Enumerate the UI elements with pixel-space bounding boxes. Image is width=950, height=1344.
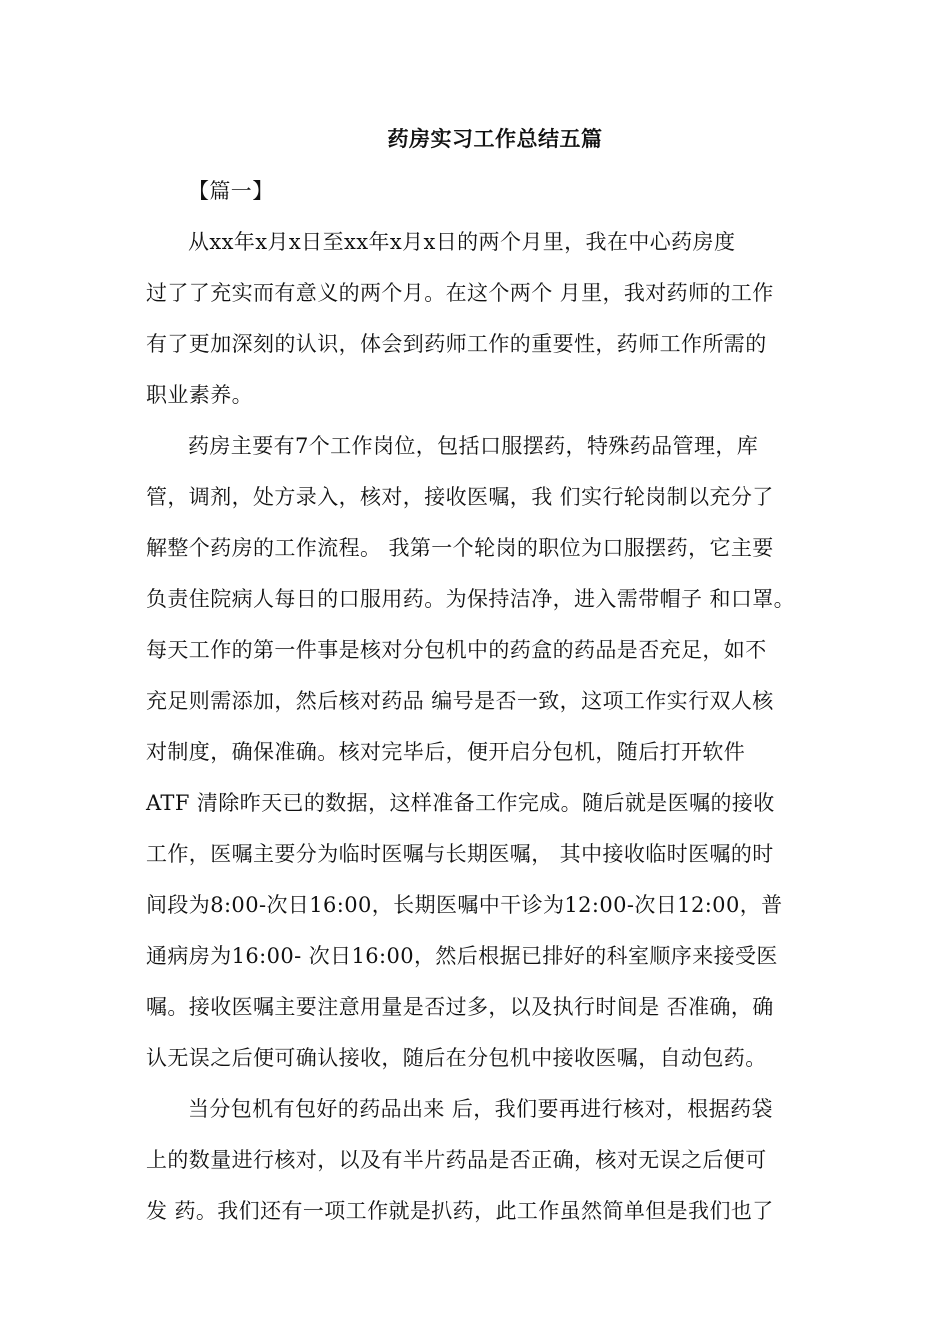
paragraph-line: 解整个药房的工作流程。 我第一个轮岗的职位为口服摆药，它主要 — [146, 536, 774, 560]
paragraph-line: 间段为8:00-次日16:00，长期医嘱中干诊为12:00-次日12:00，普 — [146, 893, 783, 917]
paragraph-line: 药房主要有7个工作岗位，包括口服摆药，特殊药品管理，库 — [188, 434, 759, 458]
paragraph-line: 从xx年x月x日至xx年x月x日的两个月里，我在中心药房度 — [188, 230, 736, 254]
paragraph-line: 对制度，确保准确。核对完毕后，便开启分包机，随后打开软件 — [146, 740, 746, 764]
paragraph-line: 上的数量进行核对，以及有半片药品是否正确，核对无误之后便可 — [146, 1148, 767, 1172]
paragraph-line: 职业素养。 — [146, 383, 253, 407]
paragraph-line: 认无误之后便可确认接收，随后在分包机中接收医嘱，自动包药。 — [146, 1046, 767, 1070]
paragraph-line: 管，调剂，处方录入，核对，接收医嘱，我 们实行轮岗制以充分了 — [146, 485, 774, 509]
paragraph-line: 充足则需添加，然后核对药品 编号是否一致，这项工作实行双人核 — [146, 689, 774, 713]
paragraph-line: ATF 清除昨天已的数据，这样准备工作完成。随后就是医嘱的接收 — [146, 791, 775, 815]
paragraph-line: 工作，医嘱主要分为临时医嘱与长期医嘱， 其中接收临时医嘱的时 — [146, 842, 774, 866]
paragraph-line: 有了更加深刻的认识，体会到药师工作的重要性，药师工作所需的 — [146, 332, 767, 356]
paragraph-line: 通病房为16:00- 次日16:00，然后根据已排好的科室顺序来接受医 — [146, 944, 778, 968]
section-heading: 【篇一】 — [188, 179, 274, 203]
paragraph-line: 过了了充实而有意义的两个月。在这个两个 月里，我对药师的工作 — [146, 281, 774, 305]
paragraph-line: 嘱。接收医嘱主要注意用量是否过多，以及执行时间是 否准确，确 — [146, 995, 774, 1019]
paragraph-line: 负责住院病人每日的口服用药。为保持洁净，进入需带帽子 和口罩。 — [146, 587, 796, 611]
paragraph-line: 发 药。我们还有一项工作就是扒药，此工作虽然简单但是我们也了 — [146, 1199, 774, 1223]
paragraph-line: 当分包机有包好的药品出来 后，我们要再进行核对，根据药袋 — [188, 1097, 773, 1121]
paragraph-line: 每天工作的第一件事是核对分包机中的药盒的药品是否充足，如不 — [146, 638, 767, 662]
document-title: 药房实习工作总结五篇 — [387, 127, 603, 151]
